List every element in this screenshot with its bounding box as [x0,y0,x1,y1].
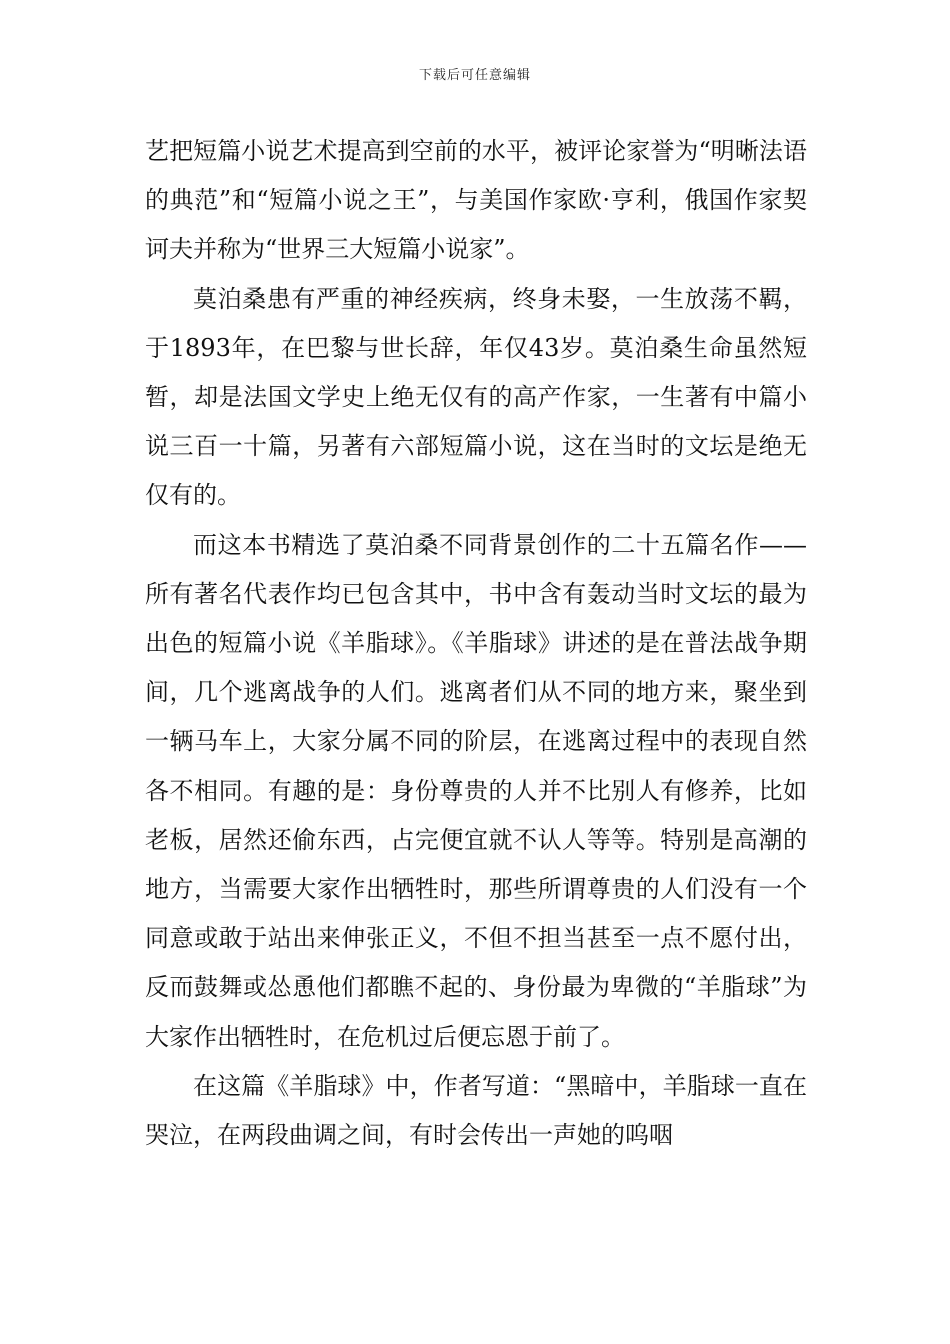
paragraph-3: 而这本书精选了莫泊桑不同背景创作的二十五篇名作——所有著名代表作均已包含其中，书中含有轰动当时文坛的最为出色的短篇小说《羊脂球》。《羊脂球》讲述的是在普法战争期间，几个逃离战争的人们。逃离者们从不同的地方来，聚坐到一辆马车上，大家分属不同的阶层，在逃离过程中的表现自然各不相同。有趣的是：身份尊贵的人并不比别人有修养，比如老板，居然还偷东西，占完便宜就不认人等等。特别是高潮的地方，当需要大家作出牺牲时，那些所谓尊贵的人们没有一个同意或敢于站出来伸张正义，不但不担当甚至一点不愿付出，反而鼓舞或怂恿他们都瞧不起的、身份最为卑微的“羊脂球”为大家作出牺牲时，在危机过后便忘恩于前了。 [145,530,807,1051]
paragraph-1: 艺把短篇小说艺术提高到空前的水平，被评论家誉为“明晰法语的典范”和“短篇小说之王”，与美国作家欧·亨利，俄国作家契诃夫并称为“世界三大短篇小说家”。 [145,137,807,264]
paragraph-4: 在这篇《羊脂球》中，作者写道：“黑暗中，羊脂球一直在哭泣，在两段曲调之间，有时会传出一声她的呜咽 [145,1071,807,1150]
paragraph-2: 莫泊桑患有严重的神经疾病，终身未娶，一生放荡不羁，于1893年，在巴黎与世长辞，年仅43岁。莫泊桑生命虽然短暂，却是法国文学史上绝无仅有的高产作家，一生著有中篇小说三百一十篇，另著有六部短篇小说，这在当时的文坛是绝无仅有的。 [145,284,807,510]
document-body [145,127,807,1160]
page-header: 下载后可任意编辑 [418,68,531,83]
